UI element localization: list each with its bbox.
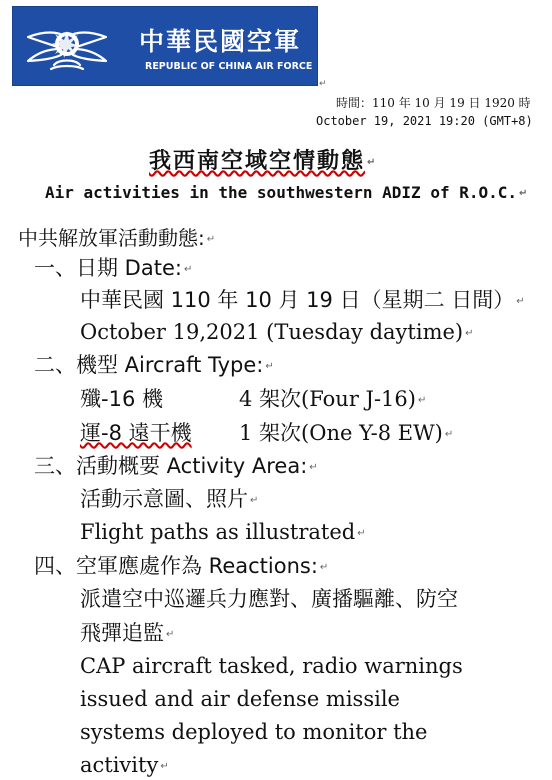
activity-label-mark: ↵	[309, 461, 318, 473]
time-english: October 19, 2021 19:20 (GMT+8)	[316, 114, 533, 128]
activity-chinese	[80, 488, 258, 511]
activity-english	[80, 521, 366, 544]
title-paragraph-mark: ↵	[367, 156, 378, 168]
aircraft-label-text: 二、機型 Aircraft Type:	[34, 353, 264, 377]
air-force-emblem	[19, 15, 115, 83]
aircraft-j16-count: 4 架次(Four J-16)	[239, 387, 416, 411]
activity-chinese-text: 活動示意圖、照片	[80, 487, 248, 511]
reaction-chinese-line-2	[80, 622, 174, 645]
activity-english-text: Flight paths as illustrated	[80, 520, 356, 544]
activity-label	[34, 455, 318, 478]
reaction-english-mark: ↵	[160, 761, 169, 772]
reaction-chinese-line-1	[80, 588, 458, 611]
date-chinese-mark: ↵	[516, 295, 525, 307]
reaction-chinese-text-2: 飛彈追監	[80, 621, 164, 645]
reaction-english-text-2: issued and air defense missile	[80, 687, 400, 711]
aircraft-y8-count: 1 架次(One Y-8 EW)	[239, 421, 443, 445]
date-chinese	[80, 289, 525, 312]
date-label	[34, 257, 192, 280]
reaction-english-line-2	[80, 688, 400, 711]
air-force-english-title: REPUBLIC OF CHINA AIR FORCE	[145, 61, 313, 72]
date-english-text: October 19,2021 (Tuesday daytime)	[80, 320, 464, 344]
date-english-mark: ↵	[465, 328, 474, 339]
aircraft-row-j16	[80, 388, 163, 411]
date-chinese-text: 中華民國 110 年 10 月 19 日（星期二 日間）	[80, 288, 515, 312]
reaction-english-line-4	[80, 754, 169, 777]
reaction-english-text-4: activity	[80, 753, 159, 777]
reaction-english-line-3	[80, 721, 427, 744]
date-label-text: 一、日期 Date:	[34, 256, 182, 280]
page-title-english-text: Air activities in the southwestern ADIZ of R.O.C.	[45, 183, 518, 202]
reaction-label-text: 四、空軍應處作為 Reactions:	[34, 554, 318, 578]
air-force-chinese-title: 中華民國空軍	[139, 27, 302, 56]
header-paragraph-mark: ↵	[319, 79, 327, 89]
section-heading	[18, 222, 215, 251]
page-title-chinese	[149, 144, 377, 175]
aircraft-y8-cn: 運-8 遠干機	[80, 421, 192, 445]
activity-chinese-mark: ↵	[250, 494, 259, 506]
activity-label-text: 三、活動概要 Activity Area:	[34, 454, 308, 478]
activity-english-mark: ↵	[357, 528, 366, 539]
aircraft-j16-cn: 殲-16 機	[80, 387, 163, 411]
reaction-chinese-mark: ↵	[166, 628, 175, 640]
aircraft-j16-mark: ↵	[417, 395, 427, 406]
reaction-english-text-3: systems deployed to monitor the	[80, 720, 428, 744]
page-title-chinese-text: 我西南空域空情動態	[149, 149, 366, 174]
section-paragraph-mark: ↵	[206, 234, 216, 245]
air-force-header	[12, 6, 318, 86]
date-label-mark: ↵	[183, 263, 193, 275]
reaction-label	[34, 555, 328, 578]
aircraft-label-mark: ↵	[265, 360, 274, 372]
reaction-english-text-1: CAP aircraft tasked, radio warnings	[80, 654, 463, 678]
title-english-paragraph-mark: ↵	[519, 188, 528, 199]
aircraft-row-y8	[80, 422, 192, 445]
aircraft-row-y8-count	[239, 422, 453, 445]
reaction-label-mark: ↵	[319, 561, 329, 573]
reaction-chinese-text-1: 派遣空中巡邏兵力應對、廣播驅離、防空	[80, 587, 458, 611]
aircraft-y8-mark: ↵	[444, 429, 454, 440]
page-title-english	[45, 183, 527, 202]
reaction-english-line-1	[80, 655, 463, 678]
date-english	[80, 321, 474, 344]
time-chinese: 時間：110 年 10 月 19 日 1920 時	[336, 96, 531, 110]
section-heading-text: 中共解放軍活動動態:	[18, 226, 205, 250]
aircraft-row-j16-count	[239, 388, 426, 411]
aircraft-label	[34, 354, 274, 377]
